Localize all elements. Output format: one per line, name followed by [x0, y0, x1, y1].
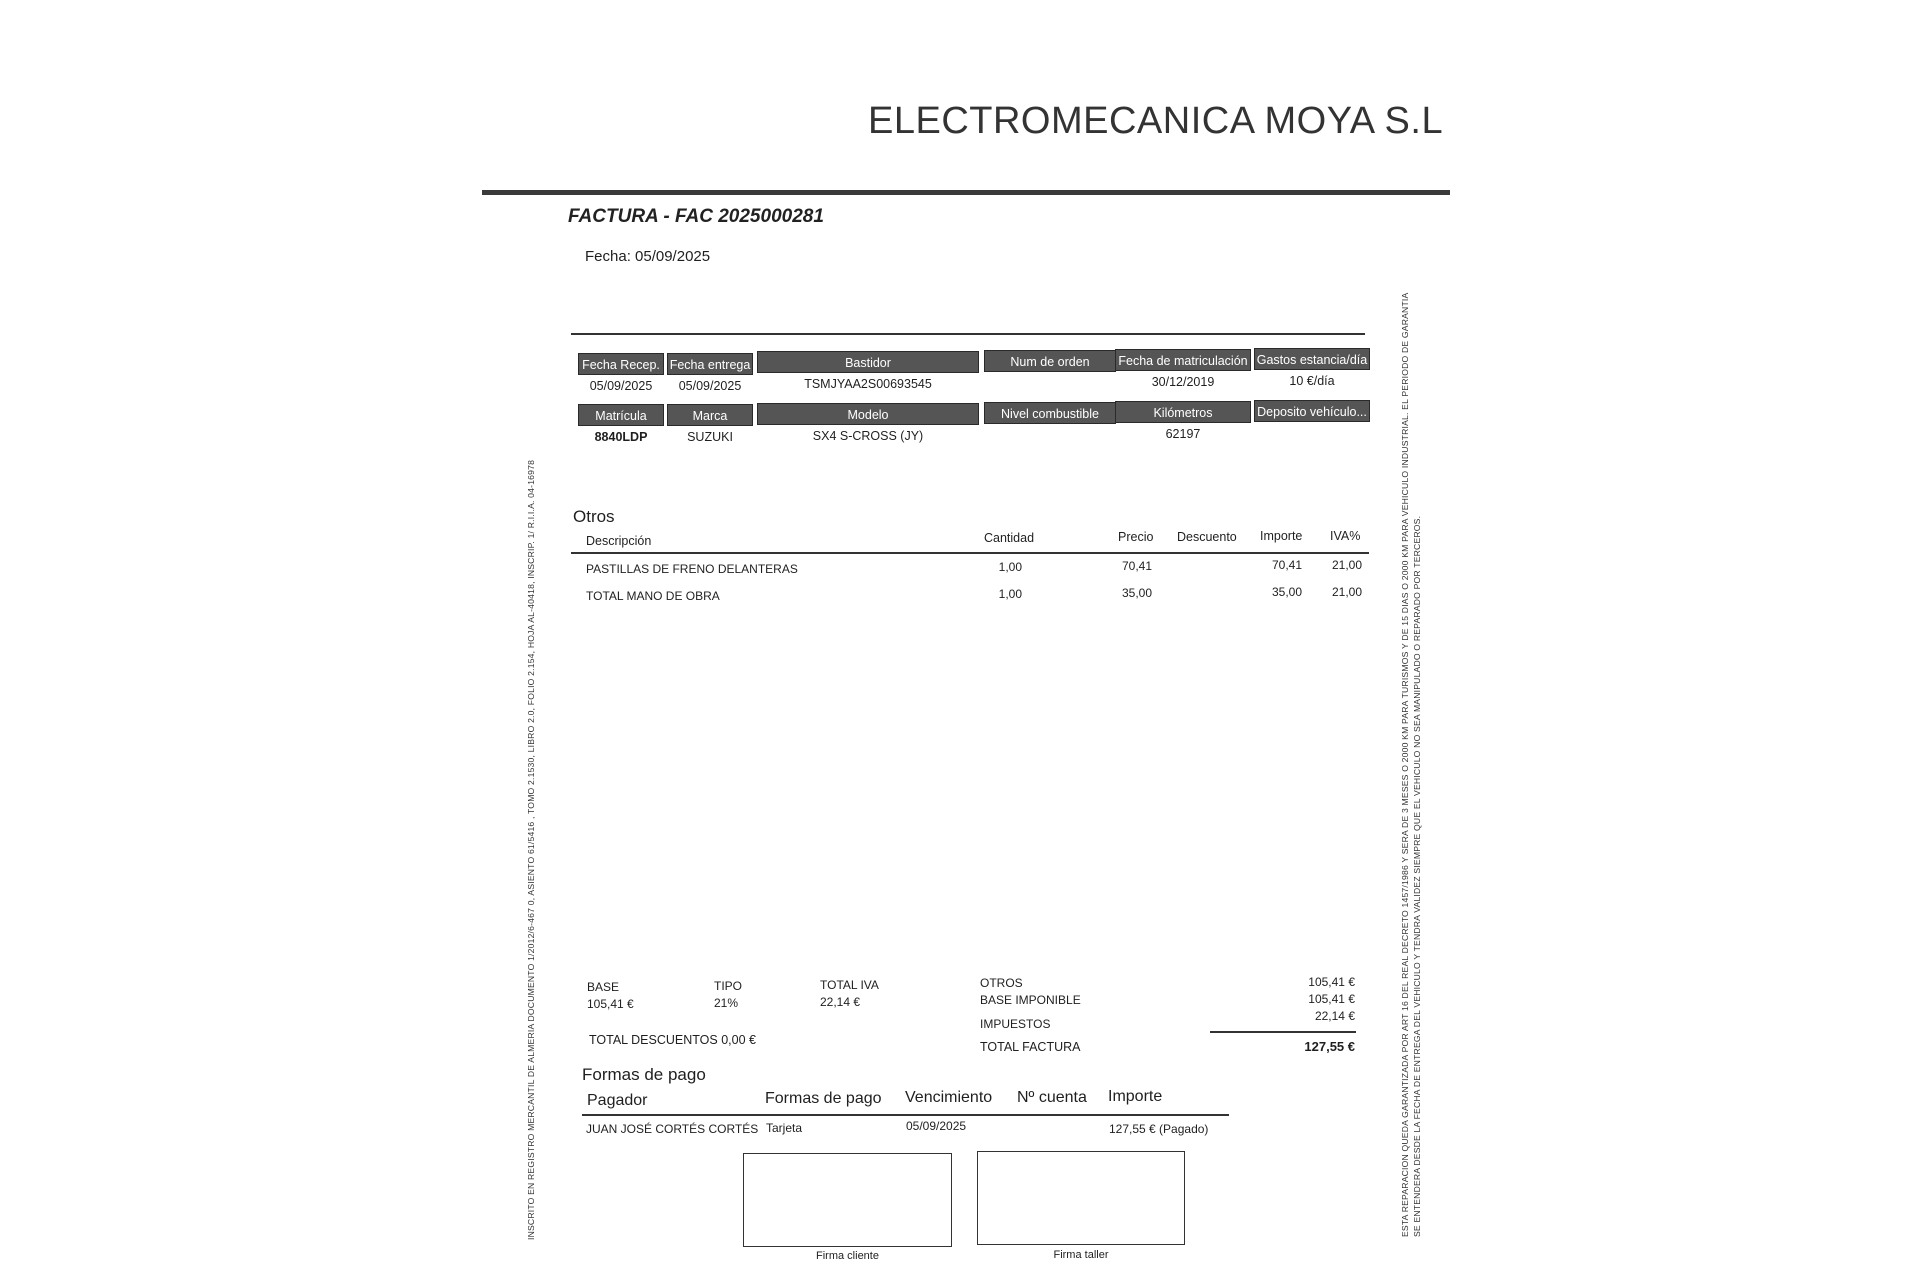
signature-label-cliente: Firma cliente [816, 1250, 879, 1262]
company-name: ELECTROMECANICA MOYA S.L [868, 100, 1444, 142]
column-precio: Precio [1118, 530, 1154, 544]
total-factura-value: 127,55 € [1304, 1039, 1355, 1054]
payment-pagador: JUAN JOSÉ CORTÉS CORTÉS [586, 1122, 759, 1136]
base-imponible-label: BASE IMPONIBLE [980, 993, 1081, 1007]
otros-value: 105,41 € [1308, 975, 1355, 989]
value-nivel-combustible [984, 426, 1116, 444]
vehicle-top-rule [571, 333, 1365, 335]
impuestos-value: 22,14 € [1314, 1009, 1355, 1023]
header-rule [482, 190, 1450, 195]
header-modelo: Modelo [757, 403, 979, 425]
base-label: BASE [587, 980, 620, 994]
totals-rule [1210, 1031, 1356, 1033]
base-value: 105,41 € [587, 997, 634, 1011]
item-iva: 21,00 [1331, 585, 1362, 599]
header-fecha-recep: Fecha Recep. [578, 353, 664, 375]
total-iva-value: 22,14 € [820, 995, 861, 1009]
value-bastidor: TSMJYAA2S00693545 [804, 377, 932, 391]
column-formas-de-pago: Formas de pago [765, 1090, 882, 1107]
item-importe: 35,00 [1271, 585, 1302, 599]
warranty-side-text-2: SE ENTENDERA DESDE LA FECHA DE ENTREGA DEL VEHICULO Y TENDRA VALIDEZ SIEMPRE QUE EL VEHICULO NO SEA MANIPULADO O REPARADO POR TERCEROS. [1412, 515, 1422, 1237]
invoice-title: FACTURA - FAC 2025000281 [568, 206, 824, 227]
payment-importe: 127,55 € (Pagado) [1109, 1122, 1209, 1136]
signature-label-taller: Firma taller [1053, 1249, 1109, 1261]
header-marca: Marca [667, 404, 753, 426]
value-fecha-recep: 05/09/2025 [589, 379, 653, 393]
impuestos-label: IMPUESTOS [980, 1017, 1051, 1031]
header-num-orden: Num de orden [984, 350, 1116, 372]
header-fecha-entrega: Fecha entrega [667, 353, 753, 375]
column-vencimiento: Vencimiento [905, 1089, 993, 1106]
item-iva: 21,00 [1331, 558, 1362, 572]
total-iva-label: TOTAL IVA [820, 978, 879, 992]
header-kilometros: Kilómetros [1115, 401, 1251, 423]
base-imponible-value: 105,41 € [1308, 992, 1355, 1006]
column-descuento: Descuento [1177, 530, 1237, 544]
value-matricula: 8840LDP [594, 430, 648, 444]
warranty-side-text-1: ESTA REPARACION QUEDA GARANTIZADA POR ART 16 DEL REAL DECRETO 1457/1986 Y SERA DE 3 MESES O 2000 KM PARA TURISMOS Y DE 15 DIAS O 2000 KM PARA VEHICULO INDUSTRIAL. EL PERIODO DE GARANTIA [1400, 292, 1410, 1237]
tipo-value: 21% [714, 996, 739, 1010]
item-descripcion: PASTILLAS DE FRENO DELANTERAS [586, 562, 798, 576]
header-bastidor: Bastidor [757, 351, 979, 373]
value-fecha-entrega: 05/09/2025 [678, 379, 742, 393]
column-importe-pago: Importe [1108, 1088, 1163, 1105]
column-pagador: Pagador [587, 1092, 648, 1109]
item-importe: 70,41 [1271, 558, 1302, 572]
payment-vencimiento: 05/09/2025 [906, 1119, 967, 1133]
header-nivel-combustible: Nivel combustible [984, 402, 1116, 424]
column-iva: IVA% [1330, 529, 1361, 543]
value-fecha-matriculacion: 30/12/2019 [1151, 375, 1215, 389]
value-modelo: SX4 S-CROSS (JY) [812, 429, 924, 443]
signature-box-taller [977, 1151, 1185, 1245]
column-descripcion: Descripción [586, 534, 652, 548]
items-header-rule [571, 552, 1369, 554]
header-deposito-vehiculo: Deposito vehículo... [1254, 400, 1370, 422]
signature-box-cliente [743, 1153, 952, 1247]
item-cantidad: 1,00 [998, 560, 1022, 574]
payment-header-rule [582, 1114, 1229, 1116]
value-gastos-estancia: 10 €/día [1289, 374, 1335, 388]
item-descripcion: TOTAL MANO DE OBRA [586, 589, 720, 603]
total-descuentos: TOTAL DESCUENTOS 0,00 € [589, 1033, 756, 1047]
column-n-cuenta: Nº cuenta [1017, 1089, 1087, 1106]
value-num-orden [984, 374, 1116, 392]
header-fecha-matriculacion: Fecha de matriculación [1115, 349, 1251, 371]
otros-label: OTROS [980, 976, 1023, 990]
value-kilometros: 62197 [1165, 427, 1201, 441]
column-cantidad: Cantidad [984, 531, 1035, 545]
item-cantidad: 1,00 [998, 587, 1022, 601]
item-precio: 70,41 [1121, 559, 1152, 573]
header-matricula: Matrícula [578, 404, 664, 426]
registry-side-text: INSCRITO EN REGISTRO MERCANTIL DE ALMERIA DOCUMENTO 1/2012/6-467 0, ASIENTO 61/5416 , TOMO 2.1530, LIBRO 2.0, FOLIO 2.154, HOJA AL-40418, INSCRIP. 1/ R.I.I.A. 04-16978 [526, 459, 536, 1240]
tipo-label: TIPO [714, 979, 743, 993]
payment-forma: Tarjeta [766, 1121, 803, 1135]
header-gastos-estancia: Gastos estancia/día [1254, 348, 1370, 370]
column-importe: Importe [1260, 529, 1303, 543]
item-precio: 35,00 [1121, 586, 1152, 600]
value-marca: SUZUKI [687, 430, 733, 444]
invoice-date: Fecha: 05/09/2025 [585, 248, 711, 265]
total-factura-label: TOTAL FACTURA [980, 1040, 1081, 1054]
section-formas-de-pago: Formas de pago [582, 1065, 706, 1084]
section-otros: Otros [573, 507, 615, 526]
value-deposito-vehiculo [1254, 424, 1370, 442]
